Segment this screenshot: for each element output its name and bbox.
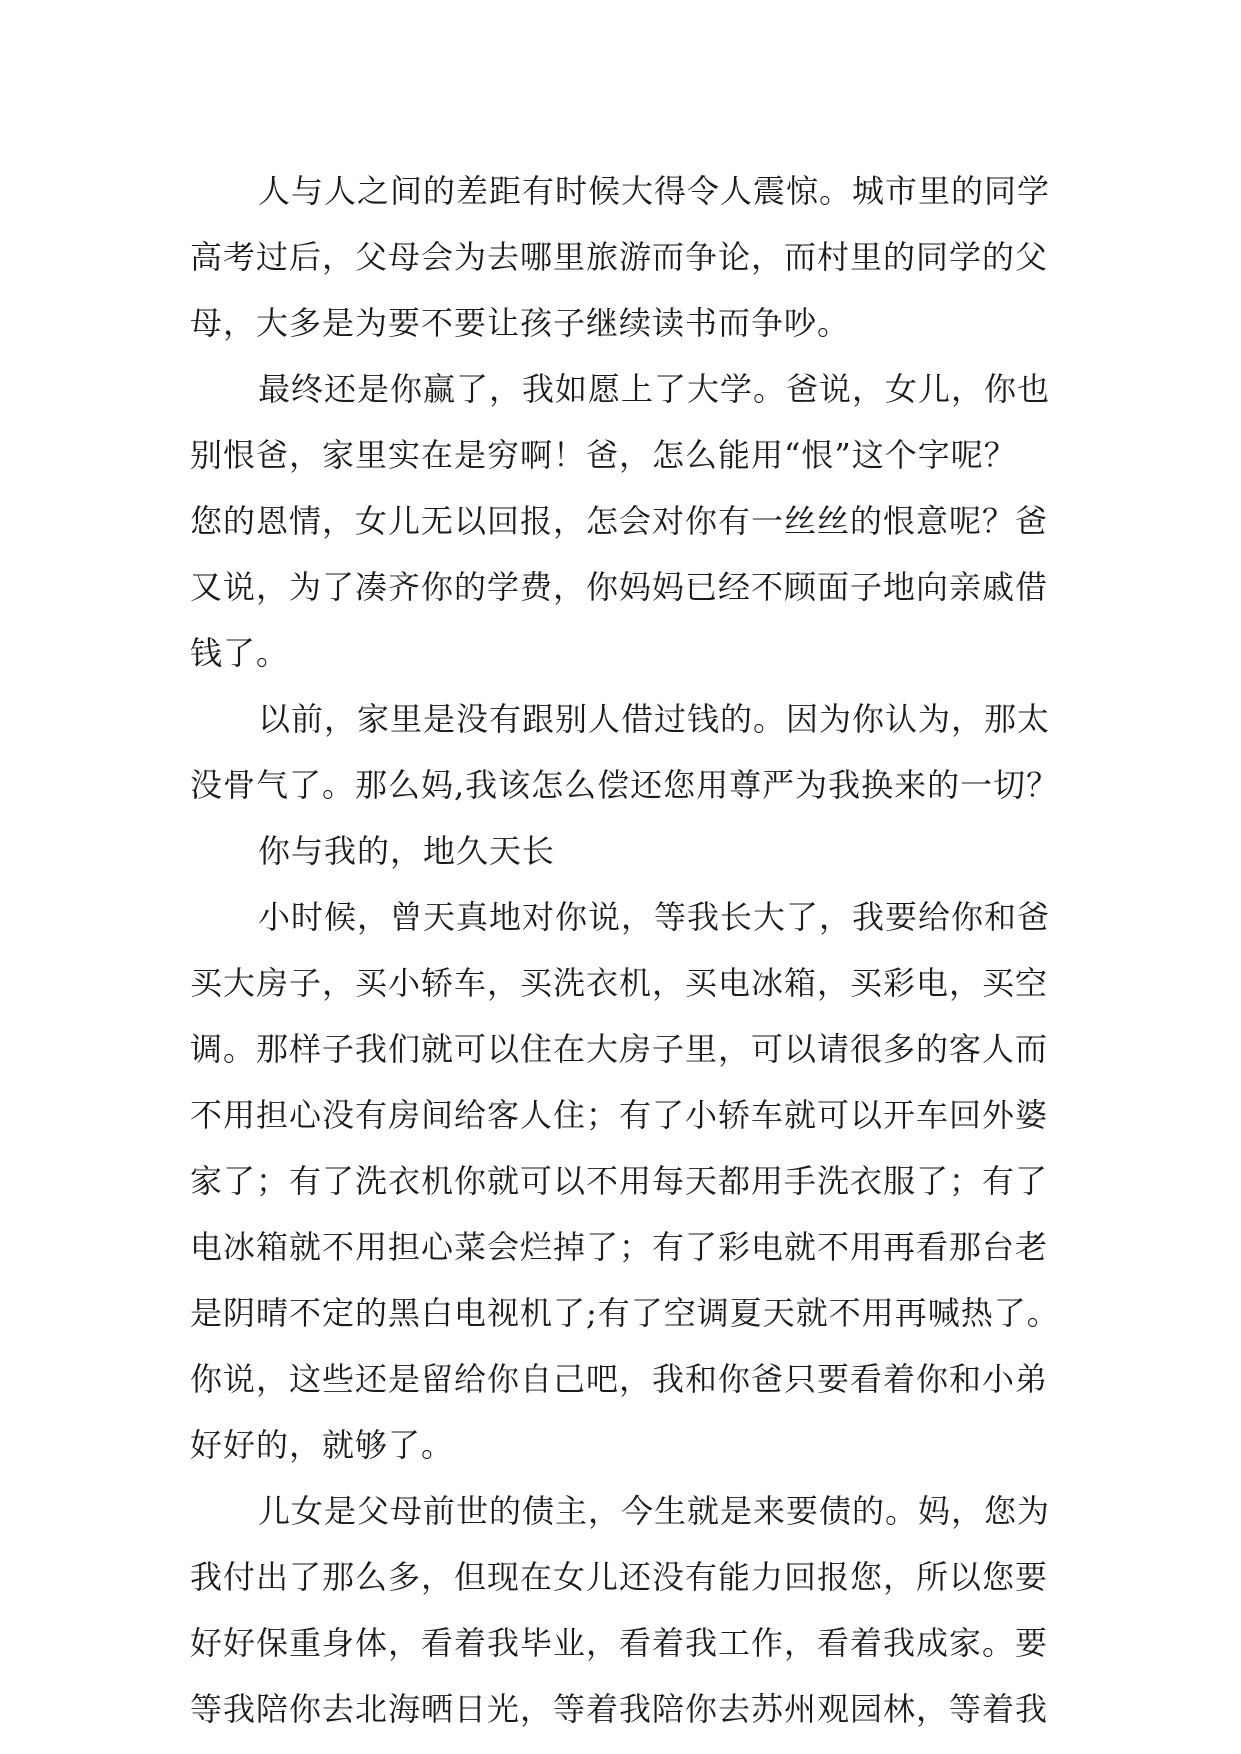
- text-line: 好好的，就够了。: [190, 1426, 455, 1464]
- text-line: 买大房子，买小轿车，买洗衣机，买电冰箱，买彩电，买空: [190, 964, 1049, 1002]
- text-line: 人与人之间的差距有时候大得令人震惊。城市里的同学: [258, 172, 1051, 210]
- text-line: 我付出了那么多，但现在女儿还没有能力回报您，所以您要: [190, 1558, 1049, 1596]
- text-line: 电冰箱就不用担心菜会烂掉了；有了彩电就不用再看那台老: [190, 1228, 1049, 1266]
- text-line: 您的恩情，女儿无以回报，怎会对你有一丝丝的恨意呢？爸: [190, 502, 1049, 540]
- text-line: 不用担心没有房间给客人住；有了小轿车就可以开车回外婆: [190, 1096, 1049, 1134]
- text-line: 儿女是父母前世的债主，今生就是来要债的。妈，您为: [258, 1492, 1051, 1530]
- text-line: 家了；有了洗衣机你就可以不用每天都用手洗衣服了；有了: [190, 1162, 1049, 1200]
- text-line: 调。那样子我们就可以住在大房子里，可以请很多的客人而: [190, 1030, 1049, 1068]
- text-line: 以前，家里是没有跟别人借过钱的。因为你认为，那太: [258, 700, 1051, 738]
- text-line: 等我陪你去北海晒日光，等着我陪你去苏州观园林，等着我: [190, 1690, 1049, 1728]
- text-line: 钱了。: [190, 634, 290, 672]
- text-line: 没骨气了。那么妈,我该怎么偿还您用尊严为我换来的一切？: [190, 766, 1060, 804]
- text-line: 母，大多是为要不要让孩子继续读书而争吵。: [190, 304, 851, 342]
- text-line: 你说，这些还是留给你自己吧，我和你爸只要看着你和小弟: [190, 1360, 1049, 1398]
- text-line: 高考过后，父母会为去哪里旅游而争论，而村里的同学的父: [190, 238, 1049, 276]
- text-line: 别恨爸，家里实在是穷啊！爸，怎么能用“恨”这个字呢？: [190, 436, 1017, 474]
- text-line: 又说，为了凑齐你的学费，你妈妈已经不顾面子地向亲戚借: [190, 568, 1049, 606]
- text-line: 是阴晴不定的黑白电视机了;有了空调夏天就不用再喊热了。: [190, 1294, 1060, 1332]
- section-heading: 你与我的，地久天长: [258, 832, 556, 870]
- text-line: 好好保重身体，看着我毕业，看着我工作，看着我成家。要: [190, 1624, 1049, 1662]
- text-line: 最终还是你赢了，我如愿上了大学。爸说，女儿，你也: [258, 370, 1051, 408]
- document-body: [190, 158, 1060, 1742]
- text-line: 小时候，曾天真地对你说，等我长大了，我要给你和爸: [258, 898, 1051, 936]
